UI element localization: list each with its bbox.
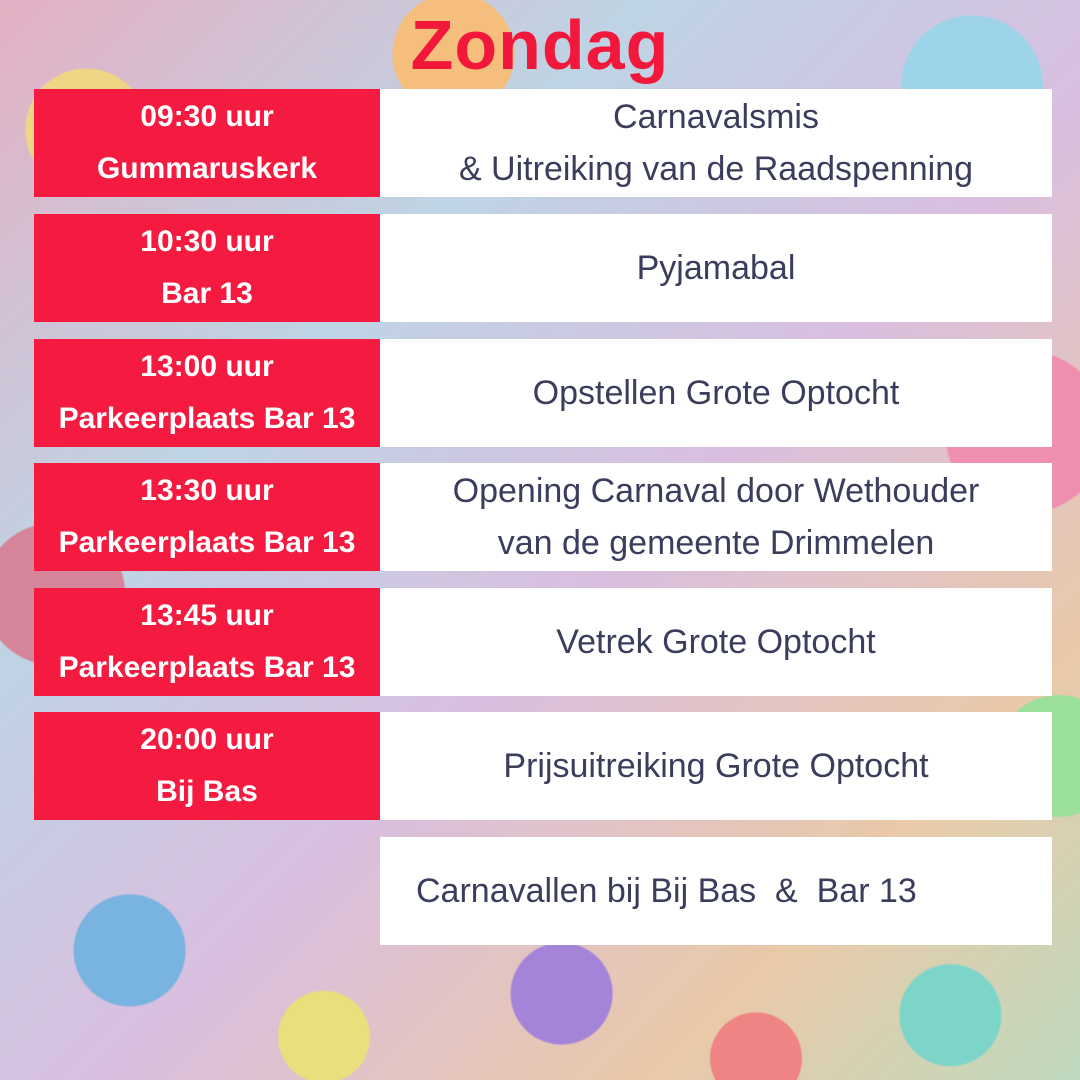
event-place: Parkeerplaats Bar 13 [58,402,356,435]
closing-row [34,837,1052,945]
closing-text: Carnavallen bij Bij Bas & Bar 13 [416,872,917,910]
event-cell [380,588,1052,696]
event-cell [380,463,1052,571]
event-cell [380,214,1052,322]
event-subtitle: & Uitreiking van de Raadspenning [458,150,974,188]
schedule-row [34,214,1052,322]
event-place: Bij Bas [156,775,258,808]
time-place-cell [34,463,380,571]
event-title: Carnavalsmis [613,98,819,136]
event-title: Pyjamabal [636,249,796,287]
event-cell [380,712,1052,820]
schedule-row [34,712,1052,820]
time-place-cell [34,588,380,696]
event-cell [380,339,1052,447]
event-place: Gummaruskerk [96,152,318,185]
schedule-row [34,463,1052,571]
event-time: 13:00 uur [140,350,274,383]
time-place-cell [34,339,380,447]
time-place-cell [34,89,380,197]
time-place-cell [34,712,380,820]
event-title: Prijsuitreiking Grote Optocht [503,747,929,785]
closing-cell [380,837,1052,945]
event-subtitle: van de gemeente Drimmelen [497,524,935,562]
schedule-row [34,339,1052,447]
event-place: Parkeerplaats Bar 13 [58,526,356,559]
event-time: 09:30 uur [140,100,274,133]
event-time: 13:30 uur [140,474,274,507]
event-time: 13:45 uur [140,599,274,632]
event-title: Opening Carnaval door Wethouder [452,472,980,510]
event-title: Opstellen Grote Optocht [532,374,900,412]
event-cell [380,89,1052,197]
event-place: Parkeerplaats Bar 13 [58,651,356,684]
page-title: Zondag [410,6,670,84]
time-place-cell [34,214,380,322]
schedule-row [34,89,1052,197]
event-time: 20:00 uur [140,723,274,756]
event-time: 10:30 uur [140,225,274,258]
empty-cell [34,837,380,945]
schedule-row [34,588,1052,696]
event-title: Vetrek Grote Optocht [556,623,876,661]
event-place: Bar 13 [161,277,253,310]
